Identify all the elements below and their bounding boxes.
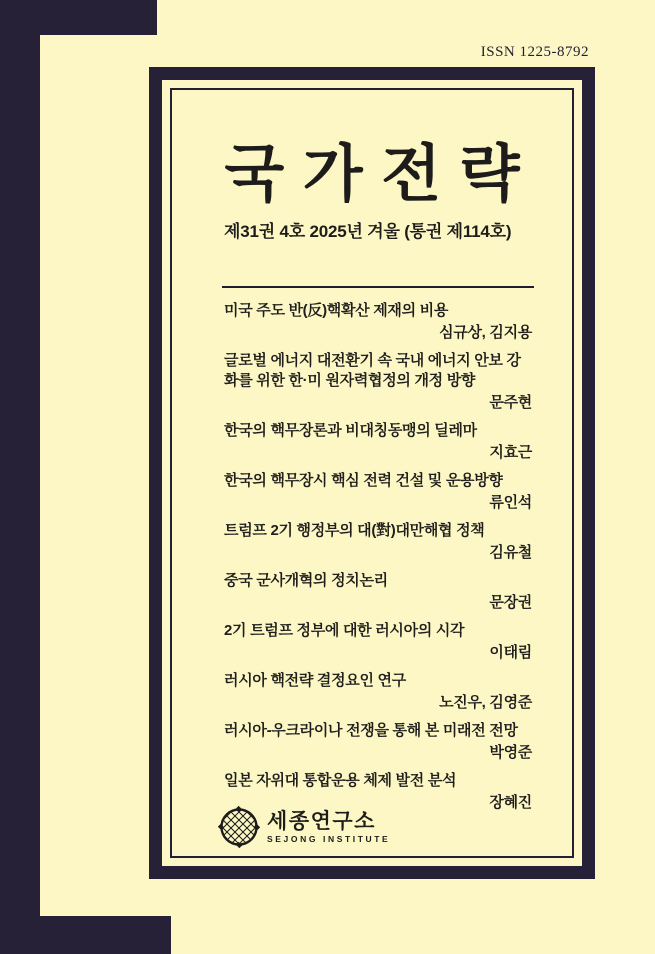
article-title: 러시아 핵전략 결정요인 연구	[224, 672, 406, 690]
article-entry	[224, 421, 532, 463]
article-entry	[224, 721, 532, 763]
article-title: 미국 주도 반(反)핵확산 제재의 비용	[224, 302, 449, 320]
article-authors: 문주현	[489, 394, 532, 412]
article-authors: 류인석	[489, 494, 532, 512]
article-title: 트럼프 2기 행정부의 대(對)대만해협 정책	[224, 522, 485, 540]
article-authors: 장혜진	[489, 794, 532, 812]
cover-content	[172, 90, 572, 856]
publisher-name-korean: 세종연구소	[267, 809, 376, 833]
article-authors: 문장권	[489, 594, 532, 612]
article-title: 중국 군사개혁의 정치논리	[224, 572, 388, 590]
article-title: 2기 트럼프 정부에 대한 러시아의 시각	[224, 622, 465, 640]
cover-frame	[149, 67, 595, 879]
bottom-left-corner-decoration	[0, 916, 171, 954]
article-list	[172, 288, 572, 813]
article-authors: 심규상, 김지용	[439, 324, 532, 342]
article-authors: 노진우, 김영준	[439, 694, 532, 712]
article-authors: 지효근	[489, 444, 532, 462]
article-title: 일본 자위대 통합운용 체제 발전 분석	[224, 772, 457, 790]
article-entry	[224, 471, 532, 513]
journal-title: 국가전략	[224, 140, 539, 209]
article-entry	[224, 671, 532, 713]
top-left-corner-decoration	[0, 0, 157, 35]
article-authors: 이태림	[489, 644, 532, 662]
article-title: 러시아-우크라이나 전쟁을 통해 본 미래전 전망	[224, 722, 518, 740]
article-entry	[224, 301, 532, 343]
publisher-logo	[218, 806, 390, 848]
article-entry	[224, 621, 532, 663]
article-title: 한국의 핵무장론과 비대칭동맹의 딜레마	[224, 422, 477, 440]
article-entry	[224, 351, 532, 413]
issn-number: ISSN 1225-8792	[480, 44, 589, 60]
article-authors: 박영준	[489, 744, 532, 762]
sejong-institute-emblem-icon	[218, 806, 260, 848]
article-authors: 김유철	[489, 544, 532, 562]
publisher-name-english: SEJONG INSTITUTE	[267, 833, 391, 844]
article-title: 한국의 핵무장시 핵심 전력 건설 및 운용방향	[224, 472, 503, 490]
issue-info: 제31권 4호 2025년 겨울 (통권 제114호)	[224, 222, 512, 242]
article-entry	[224, 521, 532, 563]
left-border-decoration	[0, 0, 40, 954]
article-entry	[224, 571, 532, 613]
article-title: 글로벌 에너지 대전환기 속 국내 에너지 안보 강화를 위한 한·미 원자력협정의 개정 방향	[224, 352, 521, 390]
publisher-name	[267, 811, 390, 844]
